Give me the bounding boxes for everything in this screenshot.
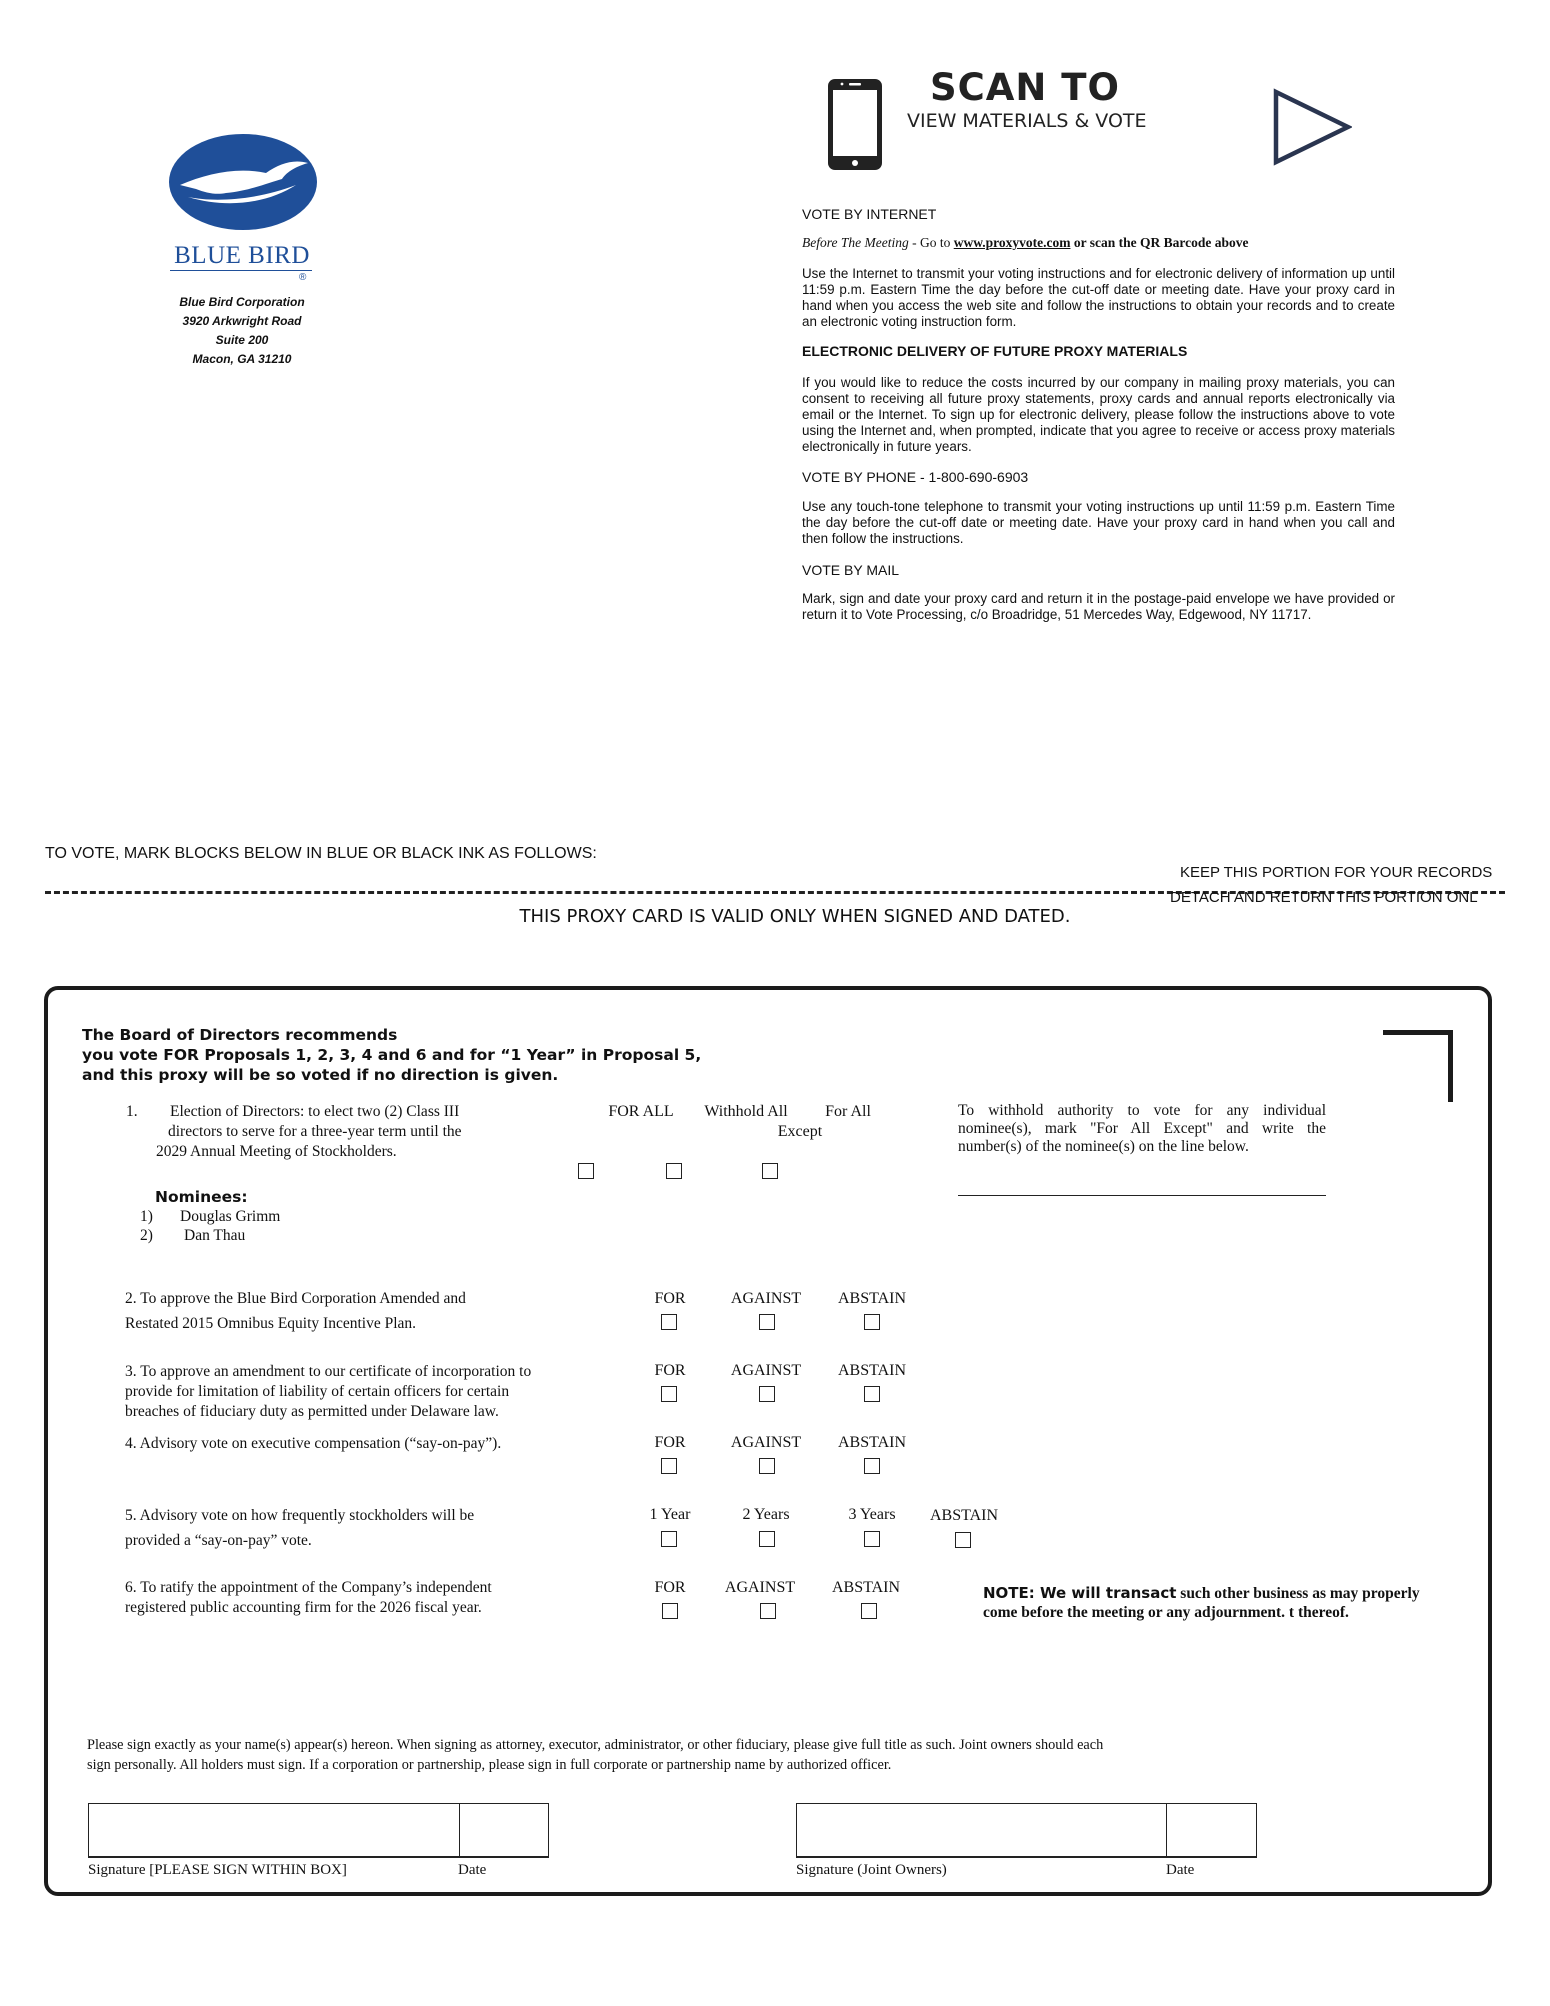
- note-line-1: [983, 1583, 1420, 1604]
- p5-2-years-checkbox[interactable]: [759, 1531, 775, 1547]
- signing-instructions-line-2: sign personally. All holders must sign. If a corporation or partnership, please sign in full corporate or partnership name by authorized officer.: [87, 1757, 892, 1773]
- board-line-3: and this proxy will be so voted if no direction is given.: [82, 1066, 559, 1084]
- p2-abstain-checkbox[interactable]: [864, 1314, 880, 1330]
- p6-for-label: FOR: [654, 1579, 686, 1596]
- edelivery-heading: ELECTRONIC DELIVERY OF FUTURE PROXY MATERIALS: [802, 343, 1188, 359]
- p4-against-checkbox[interactable]: [759, 1458, 775, 1474]
- proposal-1-number: 1.: [126, 1103, 138, 1120]
- proposal-1-line-2: directors to serve for a three-year term until the: [168, 1123, 462, 1140]
- board-recommendation: [82, 1025, 722, 1085]
- col-for-all-except-2: Except: [777, 1123, 823, 1140]
- vote-phone-body: Use any touch-tone telephone to transmit your voting instructions up until 11:59 p.m. Eastern Time the day before the cut-off date or meeting date. Have your proxy card in hand when you call and then follow the instructions.: [802, 499, 1395, 546]
- proposal-6-line-2: registered public accounting firm for the 2026 fiscal year.: [125, 1599, 482, 1616]
- blue-bird-logo-icon: [168, 133, 318, 231]
- wordmark-underline: [170, 270, 312, 271]
- address-line-4: Macon, GA 31210: [192, 352, 292, 366]
- proposal-3-line-2: provide for limitation of liability of certain officers for certain: [125, 1383, 510, 1400]
- scan-title: SCAN TO: [930, 66, 1120, 109]
- p3-against-checkbox[interactable]: [759, 1386, 775, 1402]
- smartphone-icon: [826, 77, 884, 172]
- p2-against-label: AGAINST: [730, 1290, 802, 1307]
- p3-abstain-label: ABSTAIN: [837, 1362, 907, 1379]
- p1-withhold-all-checkbox[interactable]: [666, 1163, 682, 1179]
- p4-abstain-label: ABSTAIN: [837, 1434, 907, 1451]
- p5-3-years-label: 3 Years: [848, 1506, 896, 1523]
- corner-mark: [1383, 1030, 1453, 1102]
- col-for-all-except-1: For All: [825, 1103, 871, 1120]
- ink-instructions: TO VOTE, MARK BLOCKS BELOW IN BLUE OR BLACK INK AS FOLLOWS:: [45, 845, 597, 862]
- proposal-4-line-1: 4. Advisory vote on executive compensation (“say-on-pay”).: [125, 1435, 502, 1452]
- p3-against-label: AGAINST: [730, 1362, 802, 1379]
- joint-signature-baseline: [796, 1856, 1257, 1858]
- vote-phone-heading: VOTE BY PHONE - 1-800-690-6903: [802, 469, 1029, 485]
- proposal-2-line-1: 2. To approve the Blue Bird Corporation Amended and: [125, 1290, 466, 1307]
- p6-abstain-checkbox[interactable]: [861, 1603, 877, 1619]
- p5-1-year-checkbox[interactable]: [661, 1531, 677, 1547]
- registered-mark: ®: [299, 272, 307, 283]
- p3-for-label: FOR: [654, 1362, 686, 1379]
- note-line-2: come before the meeting or any adjournment. t thereof.: [983, 1604, 1349, 1621]
- vote-mail-body: Mark, sign and date your proxy card and return it in the postage-paid envelope we have provided or return it to Vote Processing, c/o Broadridge, 51 Mercedes Way, Edgewood, NY 11717.: [802, 591, 1395, 622]
- proposal-5-line-1: 5. Advisory vote on how frequently stockholders will be: [125, 1507, 475, 1524]
- proposal-6-line-1: 6. To ratify the appointment of the Company’s independent: [125, 1579, 492, 1596]
- detach-portion-label: DETACH AND RETURN THIS PORTION ONL: [1170, 889, 1478, 906]
- vote-internet-heading: VOTE BY INTERNET: [802, 206, 937, 222]
- signature-baseline: [88, 1856, 549, 1858]
- p3-for-checkbox[interactable]: [661, 1386, 677, 1402]
- p5-3-years-checkbox[interactable]: [864, 1531, 880, 1547]
- p6-against-checkbox[interactable]: [760, 1603, 776, 1619]
- address-line-2: 3920 Arkwright Road: [182, 314, 302, 328]
- play-arrow-icon: [1272, 88, 1352, 166]
- vote-internet-body: Use the Internet to transmit your voting instructions and for electronic delivery of information up until 11:59 p.m. Eastern Time the day before the cut-off date or meeting date. Have your proxy card in hand when you access the web site and follow the instructions to obtain your records and to create an electronic voting instruction form.: [802, 266, 1395, 329]
- signing-instructions-line-1: Please sign exactly as your name(s) appear(s) hereon. When signing as attorney, executor, administrator, or other fiduciary, please give full title as such. Joint owners should each: [87, 1737, 1104, 1753]
- nominees-heading: Nominees:: [155, 1188, 248, 1206]
- p6-for-checkbox[interactable]: [662, 1603, 678, 1619]
- p1-for-all-checkbox[interactable]: [578, 1163, 594, 1179]
- p2-for-label: FOR: [654, 1290, 686, 1307]
- joint-signature-box[interactable]: [796, 1803, 1167, 1858]
- signature-label: Signature [PLEASE SIGN WITHIN BOX]: [88, 1862, 347, 1878]
- date-box[interactable]: [459, 1803, 549, 1858]
- proposal-5-line-2: provided a “say-on-pay” vote.: [125, 1532, 312, 1549]
- note-line-1-rest: such other business as may properly: [1176, 1585, 1420, 1602]
- keep-portion-label: KEEP THIS PORTION FOR YOUR RECORDS: [1180, 864, 1493, 881]
- p5-1-year-label: 1 Year: [649, 1506, 691, 1523]
- proxyvote-link[interactable]: www.proxyvote.com: [953, 235, 1071, 250]
- nominee-2-name: Dan Thau: [184, 1227, 246, 1244]
- joint-signature-label: Signature (Joint Owners): [796, 1862, 947, 1878]
- col-for-all: FOR ALL: [608, 1103, 674, 1120]
- proposal-2-line-2: Restated 2015 Omnibus Equity Incentive Plan.: [125, 1315, 417, 1332]
- signing-instructions: [87, 1735, 1477, 1775]
- joint-date-box[interactable]: [1166, 1803, 1257, 1858]
- p4-for-label: FOR: [654, 1434, 686, 1451]
- vote-internet-before: [802, 235, 1395, 251]
- col-withhold-all: Withhold All: [704, 1103, 788, 1120]
- proposal-1-line-1: Election of Directors: to elect two (2) Class III: [170, 1103, 460, 1120]
- p4-against-label: AGAINST: [730, 1434, 802, 1451]
- proposal-1-line-3: 2029 Annual Meeting of Stockholders.: [156, 1143, 397, 1160]
- p2-against-checkbox[interactable]: [759, 1314, 775, 1330]
- p4-for-checkbox[interactable]: [661, 1458, 677, 1474]
- note-bold: NOTE: We will transact: [983, 1584, 1177, 1602]
- valid-notice: THIS PROXY CARD IS VALID ONLY WHEN SIGNED AND DATED.: [519, 906, 1071, 927]
- address-line-1: Blue Bird Corporation: [179, 295, 305, 309]
- brand-wordmark: BLUE BIRD: [174, 242, 310, 269]
- edelivery-body: If you would like to reduce the costs incurred by our company in mailing proxy materials, you can consent to receiving all future proxy statements, proxy cards and annual reports electronically via email or the Internet. To sign up for electronic delivery, please follow the instructions above to vote using the Internet and, when prompted, indicate that you agree to receive or access proxy materials electronically in future years.: [802, 375, 1395, 454]
- board-line-2: you vote FOR Proposals 1, 2, 3, 4 and 6 and for “1 Year” in Proposal 5,: [82, 1046, 702, 1064]
- proposal-3-line-1: 3. To approve an amendment to our certificate of incorporation to: [125, 1363, 532, 1380]
- signature-box[interactable]: [88, 1803, 460, 1858]
- joint-date-label: Date: [1166, 1862, 1195, 1878]
- before-meeting-tail: or scan the QR Barcode above: [1070, 235, 1249, 250]
- nominee-2-number: 2): [140, 1227, 153, 1244]
- vote-mail-heading: VOTE BY MAIL: [802, 562, 899, 578]
- p2-for-checkbox[interactable]: [661, 1314, 677, 1330]
- withhold-authority-note: To withhold authority to vote for any individual nominee(s), mark "For All Except" and write the number(s) of the nominee(s) on the line below.: [958, 1102, 1326, 1155]
- nominee-1-name: Douglas Grimm: [180, 1208, 281, 1225]
- date-label: Date: [458, 1862, 487, 1878]
- p3-abstain-checkbox[interactable]: [864, 1386, 880, 1402]
- p5-abstain-label: ABSTAIN: [929, 1507, 999, 1524]
- p5-2-years-label: 2 Years: [742, 1506, 790, 1523]
- p1-for-all-except-checkbox[interactable]: [762, 1163, 778, 1179]
- p6-against-label: AGAINST: [724, 1579, 796, 1596]
- address-line-3: Suite 200: [215, 333, 269, 347]
- p6-abstain-label: ABSTAIN: [831, 1579, 901, 1596]
- before-meeting-mid: - Go to: [908, 235, 954, 250]
- p2-abstain-label: ABSTAIN: [837, 1290, 907, 1307]
- p5-abstain-checkbox[interactable]: [955, 1532, 971, 1548]
- board-line-1: The Board of Directors recommends: [82, 1026, 398, 1044]
- scan-subtitle: VIEW MATERIALS & VOTE: [907, 110, 1147, 132]
- nominee-number-line[interactable]: [958, 1195, 1326, 1196]
- before-meeting-label: Before The Meeting: [802, 235, 909, 250]
- proposal-3-line-3: breaches of fiduciary duty as permitted under Delaware law.: [125, 1403, 499, 1420]
- nominee-1-number: 1): [140, 1208, 153, 1225]
- p4-abstain-checkbox[interactable]: [864, 1458, 880, 1474]
